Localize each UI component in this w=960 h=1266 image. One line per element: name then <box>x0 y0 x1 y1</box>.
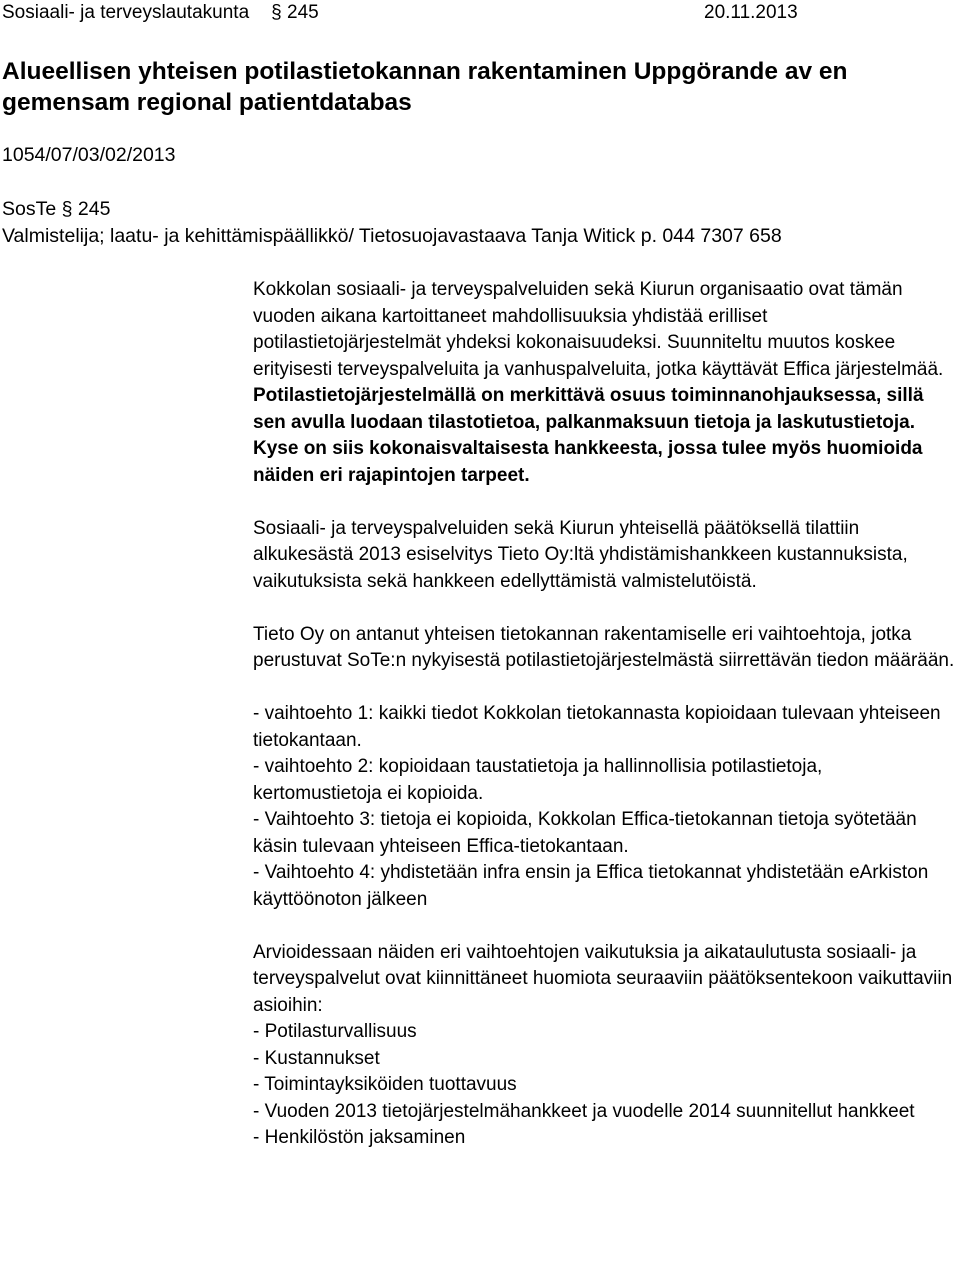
paragraph-background-bold: Potilastietojärjestelmällä on merkittävä osuus toiminnanohjauksessa, sillä sen avulla luodaan tilastotietoa, palkanmaksuun tietoja ja laskutustietoja. Kyse on siis kokonaisvaltaisesta hankkeesta, jossa tulee myös huomioida näiden eri rajapintojen tarpeet. <box>253 385 924 486</box>
alternative-3: - Vaihtoehto 3: tietoja ei kopioida, Kokkolan Effica-tietokannan tietoja syötetään käsin tulevaan yhteiseen Effica-tietokantaan. <box>253 809 917 857</box>
paragraph-alternatives-intro: Tieto Oy on antanut yhteisen tietokannan rakentamiselle eri vaihtoehtoja, jotka perustuvat SoTe:n nykyisestä potilastietojärjestelmästä siirrettävän tiedon määrään. <box>253 623 955 671</box>
factor-5: - Henkilöstön jaksaminen <box>253 1127 466 1148</box>
sote-number: 245 <box>77 198 111 220</box>
alternatives-list <box>253 701 955 913</box>
factor-3: - Toimintayksiköiden tuottavuus <box>253 1074 517 1095</box>
document-title: Alueellisen yhteisen potilastietokannan rakentaminen Uppgörande av en gemensam regional patientdatabas <box>2 58 848 116</box>
sote-reference <box>2 198 110 221</box>
alternative-4: - Vaihtoehto 4: yhdistetään infra ensin ja Effica tietokannat yhdistetään eArkiston käyttöönoton jälkeen <box>253 862 929 910</box>
paragraph-preliminary-study: Sosiaali- ja terveyspalveluiden sekä Kiurun yhteisellä päätöksellä tilattiin alkukesästä 2013 esiselvitys Tieto Oy:ltä yhdistämishankkeen kustannuksista, vaikutuksista sekä hankkeen edellyttämistä valmistelutöistä. <box>253 517 908 592</box>
factor-1: - Potilasturvallisuus <box>253 1021 417 1042</box>
preparer-info: Valmistelija; laatu- ja kehittämispäällikkö/ Tietosuojavastaava Tanja Witick p. 044 7307 658 <box>2 225 782 247</box>
paragraph-background <box>253 277 955 489</box>
document-header <box>2 2 798 24</box>
alternative-2: - vaihtoehto 2: kopioidaan taustatietoja ja hallinnollisia potilastietoja, kertomustietoja ei kopioida. <box>253 756 823 804</box>
section-symbol: § <box>271 2 282 23</box>
case-number: 1054/07/03/02/2013 <box>2 144 176 166</box>
committee-name: Sosiaali- ja terveyslautakunta <box>2 2 250 23</box>
factor-2: - Kustannukset <box>253 1047 380 1069</box>
paragraph-background-plain: Kokkolan sosiaali- ja terveyspalveluiden sekä Kiurun organisaatio ovat tämän vuoden aikana kartoittaneet mahdollisuuksia yhdistää erilliset potilastietojärjestelmät yhdeksi kokonaisuudeksi. Suunniteltu muutos koskee erityisesti terveyspalveluita ja vanhuspalveluita, jotka käyttävät Effica järjestelmää. <box>253 279 944 380</box>
sote-section-symbol: § <box>61 198 73 220</box>
meeting-date: 20.11.2013 <box>704 2 798 23</box>
sote-prefix: SosTe <box>2 198 57 220</box>
section-number: 245 <box>287 2 319 23</box>
factor-4: - Vuoden 2013 tietojärjestelmähankkeet ja vuodelle 2014 suunnitellut hankkeet <box>253 1100 915 1122</box>
assessment-intro: Arvioidessaan näiden eri vaihtoehtojen vaikutuksia ja aikataulutusta sosiaali- ja terveyspalvelut ovat kiinnittäneet huomiota seuraaviin päätöksentekoon vaikuttaviin asioihin: <box>253 941 953 1016</box>
alternative-1: - vaihtoehto 1: kaikki tiedot Kokkolan tietokannasta kopioidaan tulevaan yhteiseen tietokantaan. <box>253 703 941 751</box>
document-body <box>253 277 955 1152</box>
factors-list <box>253 1019 955 1152</box>
